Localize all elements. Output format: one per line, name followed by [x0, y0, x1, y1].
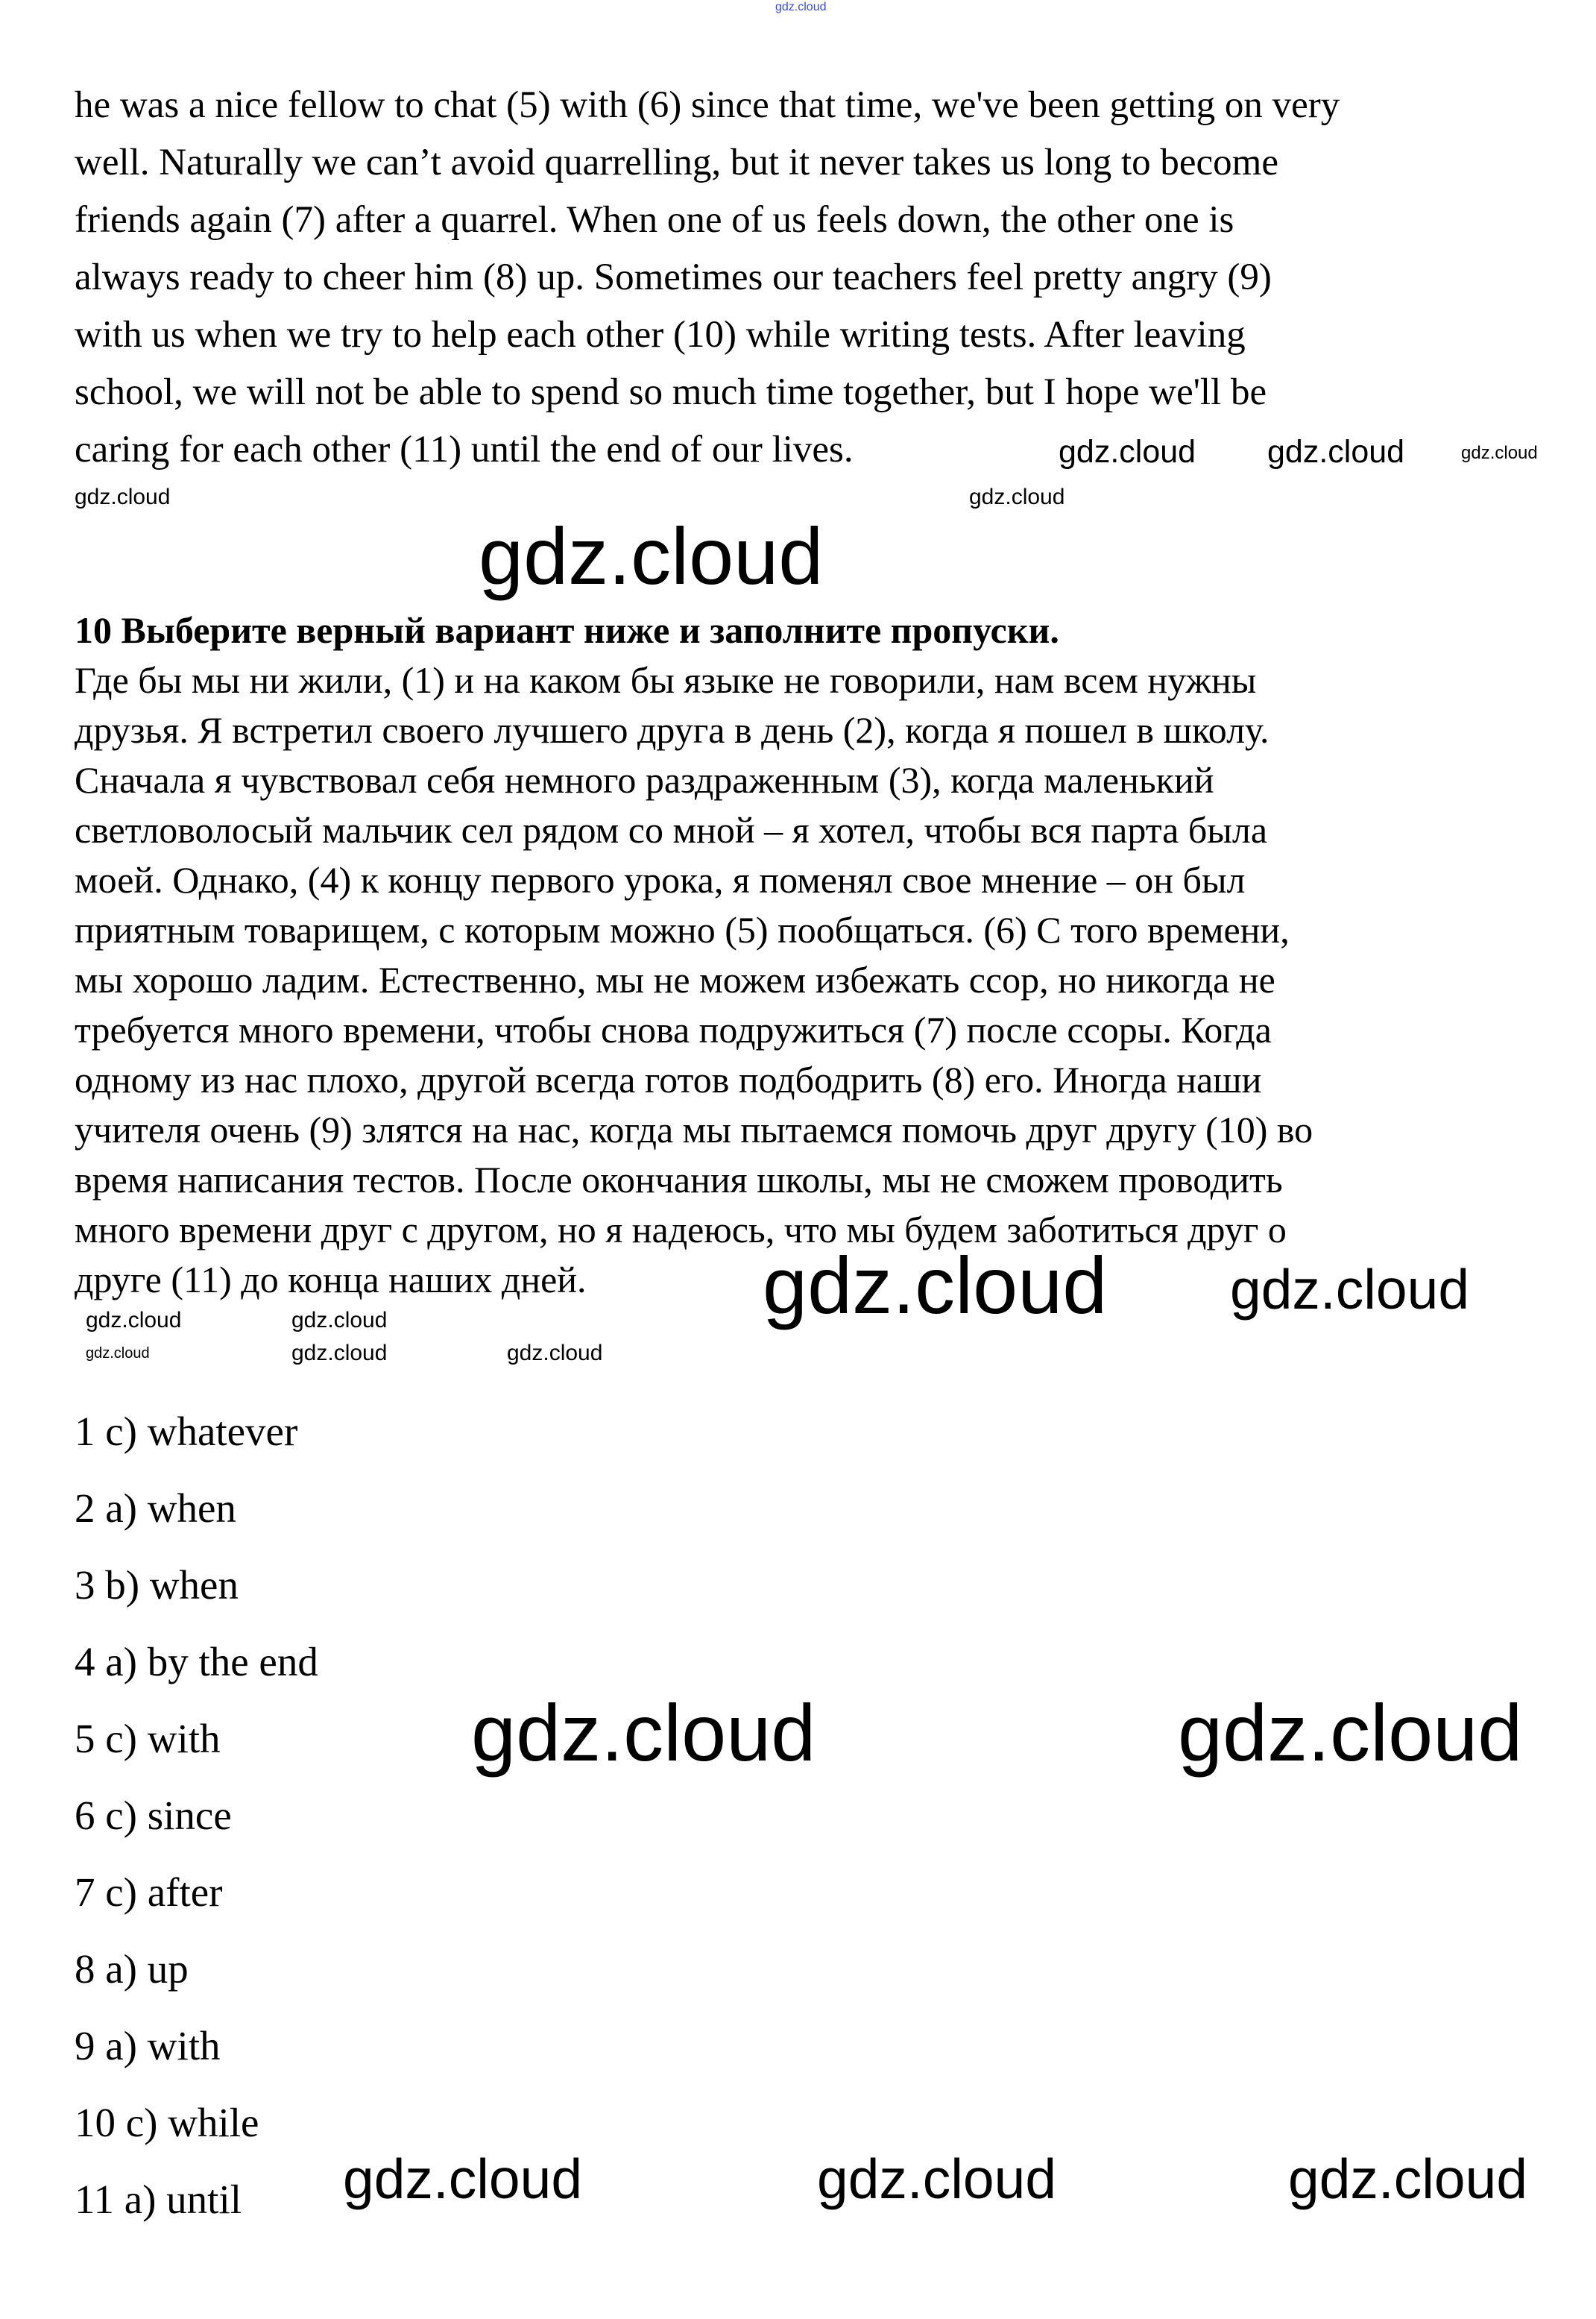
watermark: gdz.cloud: [1461, 443, 1538, 463]
watermark: gdz.cloud: [1059, 434, 1196, 470]
answer-item: 11 a) until: [75, 2177, 242, 2222]
text-line: учителя очень (9) злятся на нас, когда мы пытаемся помочь друг другу (10) во: [75, 1109, 1313, 1151]
text-line: caring for each other (11) until the end of our lives.: [75, 429, 854, 471]
text-line: время написания тестов. После окончания школы, мы не сможем проводить: [75, 1159, 1283, 1201]
text-line: always ready to cheer him (8) up. Sometimes our teachers feel pretty angry (9): [75, 257, 1272, 298]
answer-item: 10 c) while: [75, 2100, 259, 2145]
answer-item: 5 c) with: [75, 1716, 221, 1761]
answer-item: 4 a) by the end: [75, 1639, 318, 1684]
answer-item: 8 a) up: [75, 1946, 189, 1992]
watermark: gdz.cloud: [1230, 1258, 1470, 1321]
header-watermark-link[interactable]: gdz.cloud: [775, 1, 827, 13]
answer-item: 3 b) when: [75, 1562, 239, 1608]
watermark: gdz.cloud: [1178, 1687, 1523, 1778]
watermark: gdz.cloud: [1288, 2147, 1528, 2210]
watermark: gdz.cloud: [479, 511, 824, 601]
watermark: gdz.cloud: [75, 485, 171, 509]
text-line: well. Naturally we can’t avoid quarrelling, but it never takes us long to become: [75, 142, 1278, 183]
text-line: Где бы мы ни жили, (1) и на каком бы языке не говорили, нам всем нужны: [75, 659, 1257, 701]
answer-item: 1 c) whatever: [75, 1409, 298, 1454]
task-heading: 10 Выберите верный вариант ниже и заполните пропуски.: [75, 609, 1059, 651]
watermark: gdz.cloud: [86, 1308, 182, 1332]
watermark: gdz.cloud: [291, 1341, 388, 1365]
watermark: gdz.cloud: [763, 1240, 1108, 1330]
answer-item: 9 a) with: [75, 2023, 221, 2068]
text-line: друге (11) до конца наших дней.: [75, 1259, 587, 1300]
answer-item: 6 c) since: [75, 1793, 232, 1838]
watermark: gdz.cloud: [291, 1308, 388, 1332]
text-line: друзья. Я встретил своего лучшего друга в день (2), когда я пошел в школу.: [75, 709, 1269, 751]
text-line: одному из нас плохо, другой всегда готов подбодрить (8) его. Иногда наши: [75, 1059, 1262, 1101]
text-line: моей. Однако, (4) к концу первого урока, я поменял свое мнение – он был: [75, 859, 1246, 901]
text-line: he was a nice fellow to chat (5) with (6) since that time, we've been getting on very: [75, 84, 1340, 126]
watermark: gdz.cloud: [86, 1345, 150, 1362]
text-line: требуется много времени, чтобы снова подружиться (7) после ссоры. Когда: [75, 1009, 1272, 1051]
answer-item: 2 a) when: [75, 1485, 236, 1531]
watermark: gdz.cloud: [471, 1687, 816, 1778]
text-line: friends again (7) after a quarrel. When one of us feels down, the other one is: [75, 199, 1234, 241]
watermark: gdz.cloud: [817, 2147, 1057, 2210]
text-line: school, we will not be able to spend so much time together, but I hope we'll be: [75, 371, 1267, 413]
answer-item: 7 c) after: [75, 1869, 223, 1915]
text-line: светловолосый мальчик сел рядом со мной – я хотел, чтобы вся парта была: [75, 809, 1268, 851]
watermark: gdz.cloud: [343, 2147, 583, 2210]
watermark: gdz.cloud: [969, 485, 1065, 509]
text-line: много времени друг с другом, но я надеюсь, что мы будем заботиться друг о: [75, 1209, 1287, 1250]
text-line: with us when we try to help each other (10) while writing tests. After leaving: [75, 314, 1246, 356]
text-line: приятным товарищем, с которым можно (5) пообщаться. (6) С того времени,: [75, 909, 1290, 951]
text-line: Сначала я чувствовал себя немного раздраженным (3), когда маленький: [75, 759, 1214, 801]
watermark: gdz.cloud: [1267, 434, 1405, 470]
text-line: мы хорошо ладим. Естественно, мы не можем избежать ссор, но никогда не: [75, 959, 1275, 1001]
watermark: gdz.cloud: [507, 1341, 603, 1365]
